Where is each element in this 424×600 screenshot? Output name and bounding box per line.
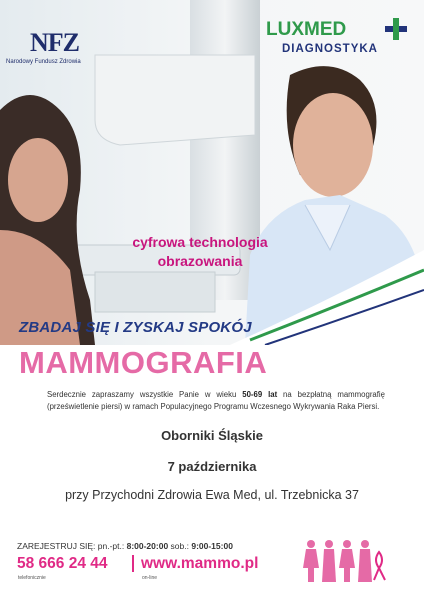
tagline-line-2: obrazowania: [157, 253, 243, 269]
luxmed-cross-icon: [384, 17, 408, 41]
contact-divider: [132, 555, 134, 572]
machine-head: [95, 55, 255, 145]
event-place: Oborniki Śląskie: [161, 428, 263, 443]
website-caption: on-line: [142, 575, 158, 581]
nfz-mark: NFZ: [30, 28, 79, 57]
phone-number[interactable]: 58 666 24 44: [17, 555, 108, 572]
slogan: ZBADAJ SIĘ I ZYSKAJ SPOKÓJ: [19, 319, 252, 336]
luxmed-sub: DIAGNOSTYKA: [282, 43, 378, 55]
nfz-name: Narodowy Fundusz Zdrowia: [6, 59, 81, 65]
phone-caption: telefonicznie: [18, 575, 46, 581]
saturday-hours: 9:00-15:00: [191, 541, 233, 551]
saturday-label: sob.:: [168, 541, 192, 551]
website-link[interactable]: www.mammo.pl: [141, 555, 259, 572]
nfz-logo: [6, 30, 106, 65]
intro-before: Serdecznie zapraszamy wszystkie Panie w wieku: [47, 390, 243, 399]
page-title: MAMMOGRAFIA: [19, 345, 268, 380]
intro-age: 50-69 lat: [242, 390, 278, 399]
event-address: przy Przychodni Zdrowia Ewa Med, ul. Trzebnicka 37: [65, 488, 359, 502]
tagline-line-1: cyfrowa technologia: [132, 234, 268, 250]
event-date: 7 października: [167, 459, 257, 474]
weekday-hours: 8:00-20:00: [126, 541, 169, 551]
intro-paragraph: [47, 389, 385, 412]
luxmed-logo: [266, 20, 416, 55]
women-ribbon-icon: [299, 538, 389, 582]
tagline: [110, 233, 290, 271]
luxmed-name: LUXMED: [266, 19, 347, 40]
register-label: ZAREJESTRUJ SIĘ: pn.-pt.:: [17, 541, 127, 551]
intro-after: na bezpłatną mammografię (prześwietlenie piersi) w ramach Populacyjnego Programu Wczesnego Wykrywania Raka Piersi.: [47, 390, 385, 411]
register-line: [17, 541, 233, 551]
